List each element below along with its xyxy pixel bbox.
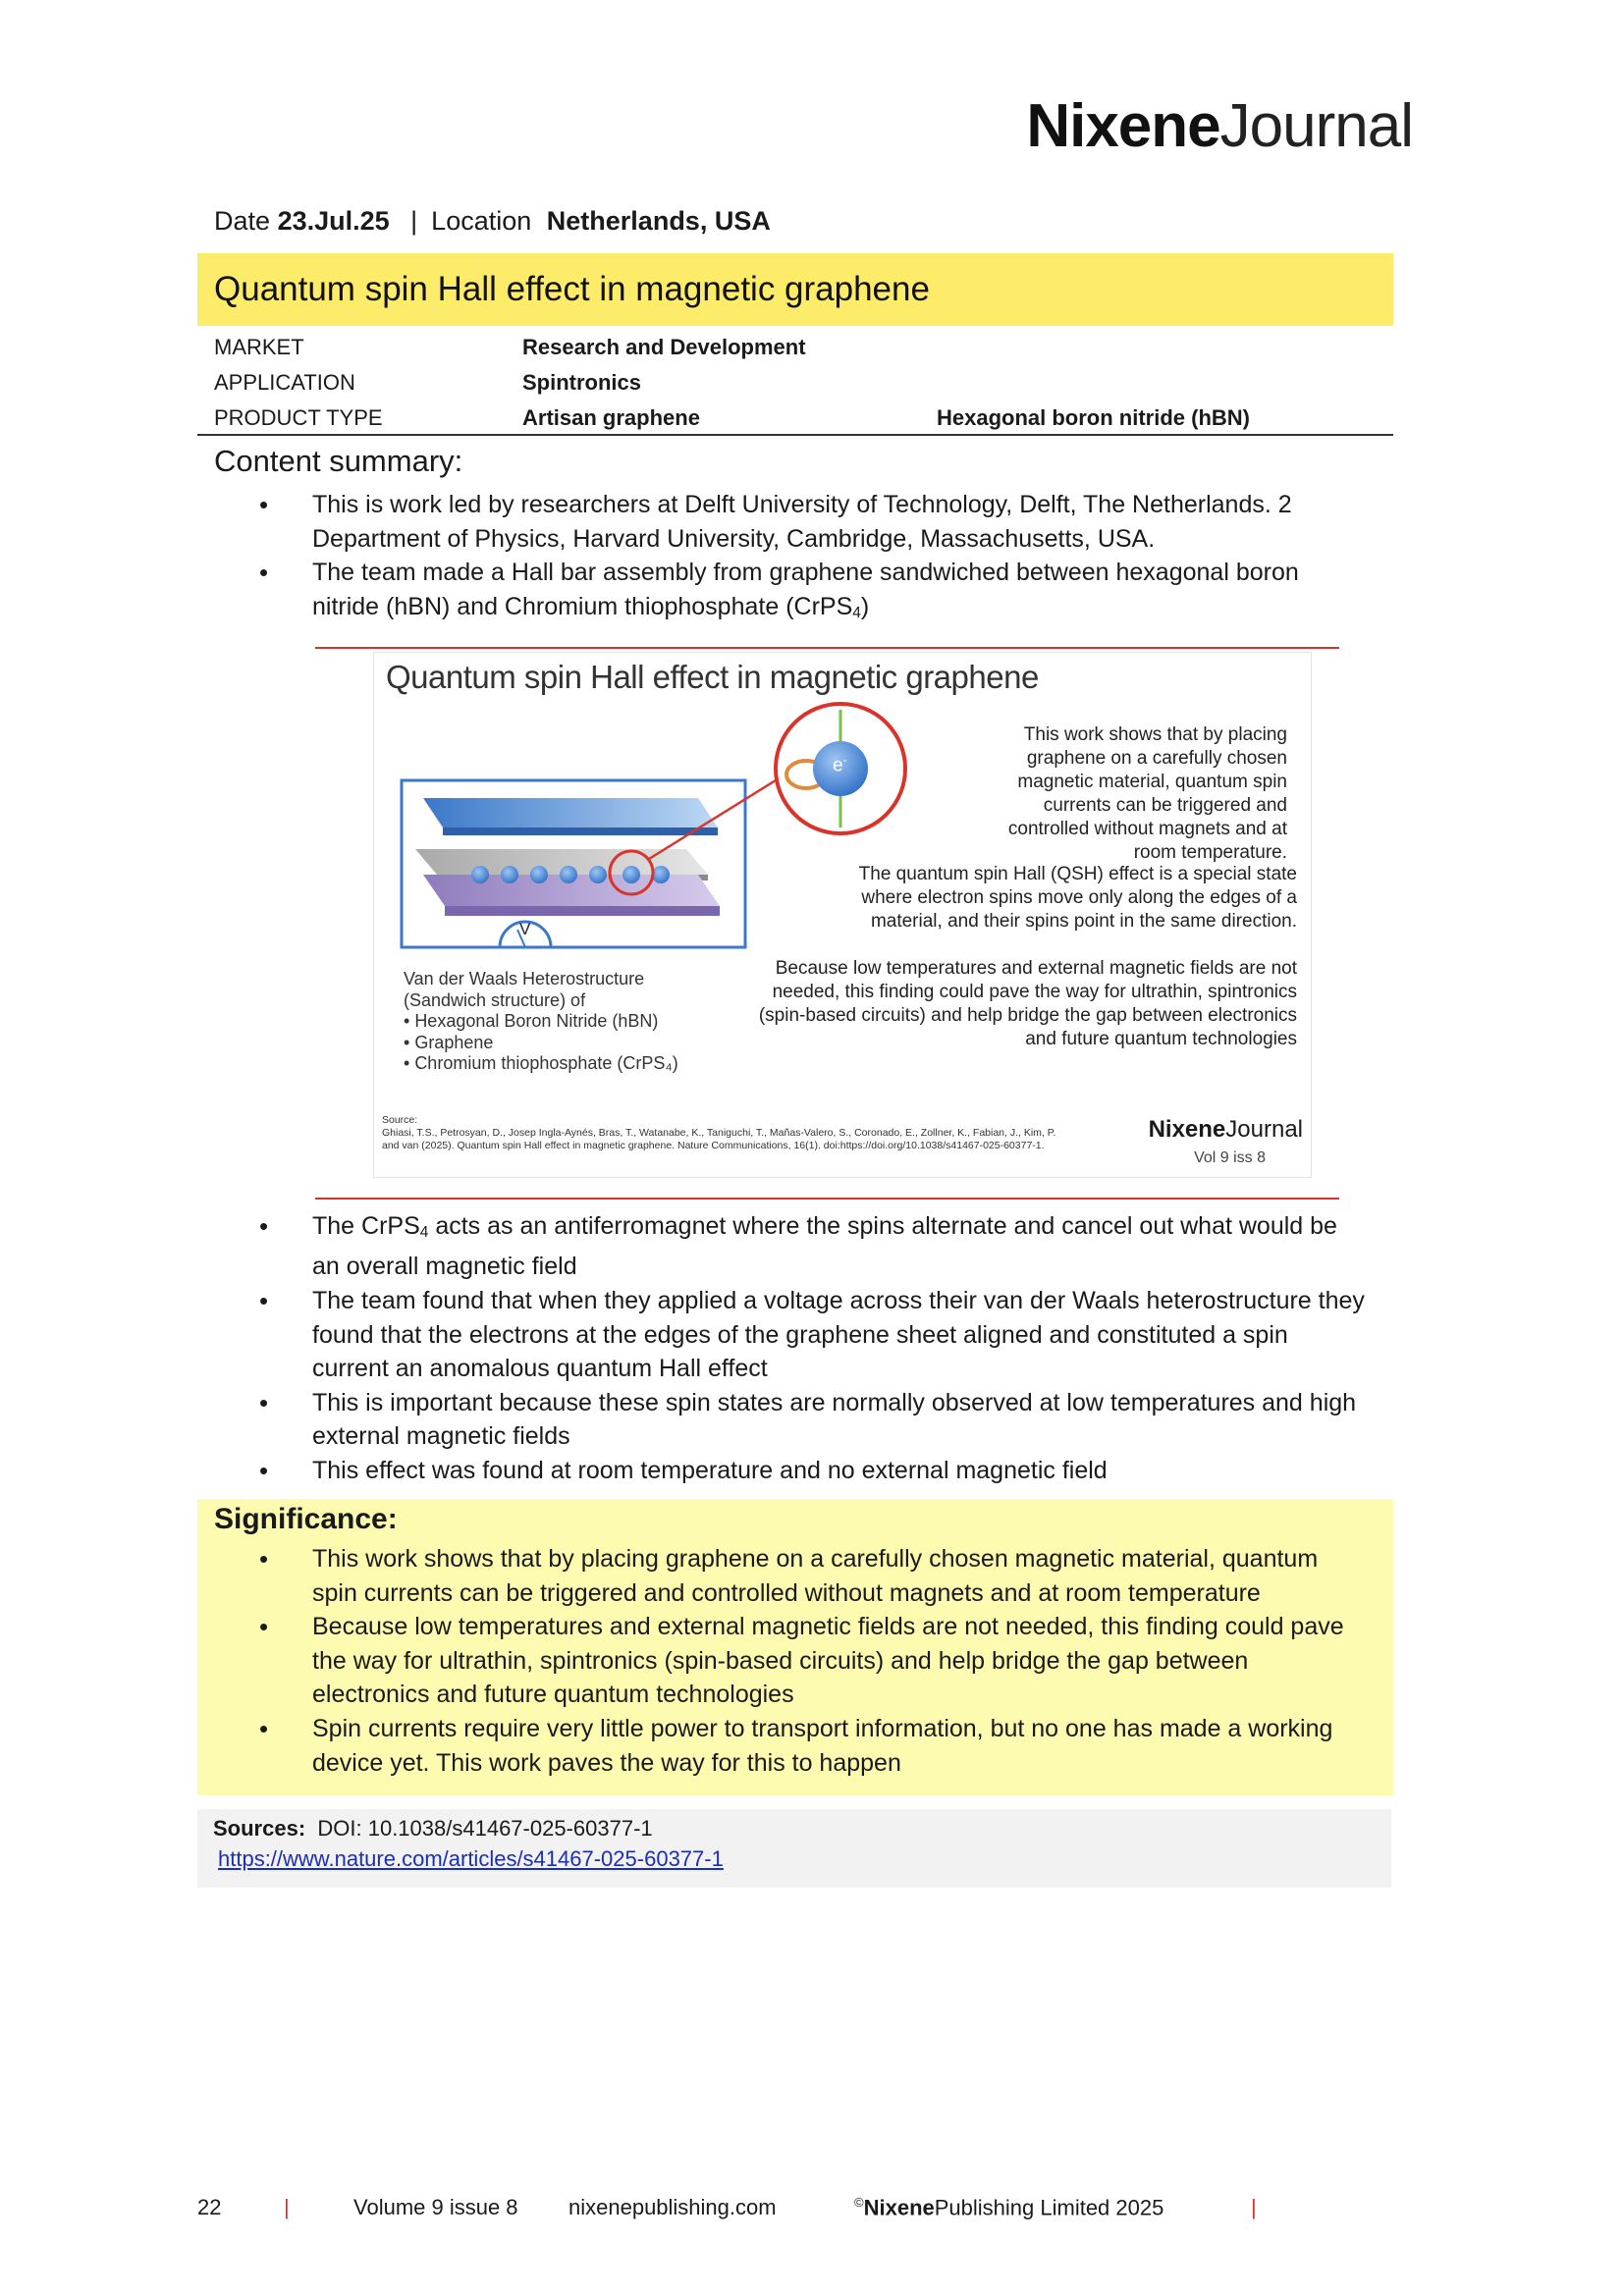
figure-source: Source: Ghiasi, T.S., Petrosyan, D., Josep Ingla-Aynés, Bras, T., Watanabe, K., Taniguchi, T., Mañas-Valero, S., Coronado, E., Zollner, K., Fabian, J., Kim, P. and van (2025). Quantum spin Hall effect in magnetic graphene. Nature Communications, 16(1). doi:https://doi.org/10.1038/s41467-025-60377-1. xyxy=(382,1114,1056,1151)
dateline-separator: | xyxy=(410,206,418,236)
content-summary-heading: Content summary: xyxy=(214,444,463,478)
figure-top-rule xyxy=(315,647,1339,649)
voltmeter-label: V xyxy=(519,920,531,938)
journal-logo: NixeneJournal xyxy=(1026,92,1413,160)
meta-label: APPLICATION xyxy=(214,370,355,395)
footer-site: nixenepublishing.com xyxy=(568,2195,777,2219)
figure-caption-1: This work shows that by placing graphene on a carefully chosen magnetic material, quantum spin currents can be triggered and controlled without magnets and at room temperature. xyxy=(1007,724,1287,863)
meta-row-product-type xyxy=(214,400,1393,436)
date-label: Date xyxy=(214,206,271,236)
sources-doi: Sources: DOI: 10.1038/s41467-025-60377-1 xyxy=(213,1816,653,1841)
list-item: • Spin currents require very little power to transport information, but no one has made a working device yet. This work paves the way for this to happen xyxy=(0,1712,1623,1780)
footer-page-number: 22 xyxy=(197,2195,222,2219)
figure-caption-2: The quantum spin Hall (QSH) effect is a special state where electron spins move only along the edges of a material, and their spins point in the same direction. xyxy=(858,864,1297,932)
meta-value-secondary: Hexagonal boron nitride (hBN) xyxy=(937,405,1250,430)
hbn-top-layer xyxy=(423,798,718,828)
list-item: • This effect was found at room temperature and no external magnetic field xyxy=(0,1454,1623,1488)
dateline xyxy=(214,206,771,237)
figure-title: Quantum spin Hall effect in magnetic graphene xyxy=(386,659,1039,695)
summary-list-continued xyxy=(0,1209,1623,1488)
list-item: • This work shows that by placing graphene on a carefully chosen magnetic material, quantum spin currents can be triggered and controlled without magnets and at room temperature xyxy=(0,1542,1623,1610)
location-value: Netherlands, USA xyxy=(546,206,771,236)
meta-value: Research and Development xyxy=(522,335,806,359)
figure-bottom-rule xyxy=(315,1198,1339,1200)
meta-row-application xyxy=(214,365,1393,400)
location-label: Location xyxy=(431,206,532,236)
meta-value: Spintronics xyxy=(522,370,642,395)
figure xyxy=(373,652,1312,1178)
footer-divider: | xyxy=(1251,2195,1257,2219)
date-value: 23.Jul.25 xyxy=(277,206,390,236)
figure-volume: Vol 9 iss 8 xyxy=(1194,1149,1266,1166)
list-item: • This is work led by researchers at Delft University of Technology, Delft, The Netherlands. 2 Department of Physics, Harvard University, Cambridge, Massachusetts, USA. xyxy=(0,488,1623,556)
summary-list xyxy=(0,488,1623,630)
electron-label: e- xyxy=(833,753,847,776)
meta-label: PRODUCT TYPE xyxy=(214,405,383,430)
figure-caption-3: Because low temperatures and external magnetic fields are not needed, this finding could pave the way for ultrathin, spintronics (spin-based circuits) and help bridge the gap between electronics and future quantum technologies xyxy=(758,958,1297,1049)
article-title: Quantum spin Hall effect in magnetic graphene xyxy=(214,270,930,308)
footer-volume: Volume 9 issue 8 xyxy=(353,2195,518,2219)
figure-logo: NixeneJournal xyxy=(1148,1116,1303,1143)
list-item: • The CrPS$_4$ acts as an antiferromagnet where the spins alternate and cancel out what would be an overall magnetic field xyxy=(0,1209,1623,1284)
meta-table xyxy=(214,330,1393,436)
meta-row-market xyxy=(214,330,1393,365)
footer-divider: | xyxy=(284,2195,290,2219)
article-title-bar xyxy=(197,253,1393,326)
sources-link[interactable]: https://www.nature.com/articles/s41467-025-60377-1 xyxy=(218,1846,724,1871)
list-item: • The team found that when they applied a voltage across their van der Waals heterostructure they found that the electrons at the edges of the graphene sheet aligned and constituted a spin current an anomalous quantum Hall effect xyxy=(0,1284,1623,1386)
figure-legend: Van der Waals Heterostructure (Sandwich structure) of • Hexagonal Boron Nitride (hBN) • Graphene • Chromium thiophosphate (CrPS₄) xyxy=(404,969,678,1073)
meta-value: Artisan graphene xyxy=(522,405,700,430)
list-item: • This is important because these spin states are normally observed at low temperatures and high external magnetic fields xyxy=(0,1386,1623,1454)
significance-heading: Significance: xyxy=(214,1503,398,1535)
list-item: • Because low temperatures and external magnetic fields are not needed, this finding could pave the way for ultrathin, spintronics (spin-based circuits) and help bridge the gap between electronics and future quantum technologies xyxy=(0,1610,1623,1712)
footer-copyright: ©NixenePublishing Limited 2025 xyxy=(854,2195,1164,2220)
meta-divider xyxy=(197,434,1393,436)
significance-list xyxy=(0,1542,1623,1780)
list-item: • The team made a Hall bar assembly from graphene sandwiched between hexagonal boron nitride (hBN) and Chromium thiophosphate (CrPS$_4$) xyxy=(0,556,1623,630)
meta-label: MARKET xyxy=(214,335,304,359)
